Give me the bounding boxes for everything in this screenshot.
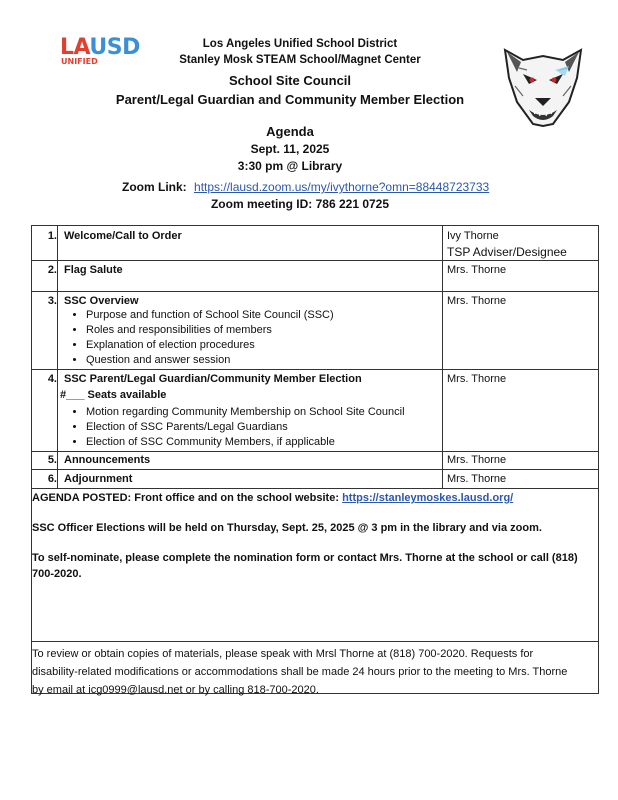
lausd-logo: LAUSD UNIFIED (60, 35, 140, 66)
agenda-item-bullets (66, 405, 405, 450)
council-title: School Site Council (228, 73, 352, 88)
agenda-item-presenter: Mrs. Thorne (447, 473, 507, 485)
zoom-link[interactable]: https://lausd.zoom.us/my/ivythorne?omn=88448723733 (194, 180, 490, 194)
list-item: • Election of SSC Community Members, if applicable (86, 435, 405, 450)
list-item: • Purpose and function of School Site Council (SSC) (86, 308, 334, 323)
agenda-item-title: Adjournment (64, 473, 133, 485)
table-divider (31, 451, 599, 452)
meeting-date: Sept. 11, 2025 (250, 142, 330, 156)
table-divider (31, 369, 599, 370)
agenda-item-title: Announcements (64, 454, 151, 466)
zoom-link-label: Zoom Link: (122, 180, 187, 194)
agenda-item-presenter: Mrs. Thorne (447, 373, 507, 385)
table-divider (31, 469, 599, 470)
agenda-posted-label: AGENDA POSTED: Front office and on the school website: (32, 492, 339, 504)
school-website-link[interactable]: https://stanleymoskes.lausd.org/ (342, 492, 514, 504)
accommodations-line1: To review or obtain copies of materials, please speak with Mrsl Thorne at (818) 700-2020. Requests for (32, 648, 534, 660)
table-divider (31, 488, 599, 489)
table-divider (442, 225, 443, 488)
election-title: Parent/Legal Guardian and Community Member Election (115, 92, 465, 107)
accommodations-line2: disability-related modifications or accommodations shall be made 24 hours prior to the meeting to Mrs. Thorne (32, 666, 568, 678)
agenda-item-number: 6. (47, 473, 57, 485)
agenda-item-title: Flag Salute (64, 264, 123, 276)
agenda-item-title: Welcome/Call to Order (64, 230, 182, 242)
agenda-posted-line (32, 492, 513, 504)
table-divider (31, 291, 599, 292)
school-name: Stanley Mosk STEAM School/Magnet Center (179, 54, 421, 66)
table-divider (57, 225, 58, 488)
agenda-item-title: SSC Overview (64, 295, 139, 307)
agenda-item-title: SSC Parent/Legal Guardian/Community Member Election (64, 373, 362, 385)
self-nominate-note-line1: To self-nominate, please complete the nomination form or contact Mrs. Thorne at the school or call (818) (32, 552, 578, 564)
agenda-item-presenter: Mrs. Thorne (447, 264, 507, 276)
meeting-time-place: 3:30 pm @ Library (237, 159, 343, 173)
agenda-item-number: 2. (47, 264, 57, 276)
district-name: Los Angeles Unified School District (202, 38, 398, 50)
agenda-item-bullets (66, 308, 334, 368)
agenda-item-presenter: Ivy Thorne (447, 230, 499, 242)
table-divider (31, 641, 599, 642)
zoom-link-line (122, 180, 489, 194)
agenda-item-presenter: Mrs. Thorne (447, 295, 507, 307)
agenda-item-number: 3. (47, 295, 57, 307)
agenda-item-subtitle: #___ Seats available (60, 389, 167, 401)
list-item: • Roles and responsibilities of members (86, 323, 334, 338)
agenda-heading: Agenda (266, 124, 314, 139)
agenda-item-number: 4. (47, 373, 57, 385)
self-nominate-note-line2: 700-2020. (32, 568, 82, 580)
agenda-item-presenter: Mrs. Thorne (447, 454, 507, 466)
agenda-item-number: 1. (47, 230, 57, 242)
zoom-meeting-id: Zoom meeting ID: 786 221 0725 (210, 197, 390, 211)
accommodations-line3: by email at icg0999@lausd.net or by calling 818-700-2020. (32, 684, 319, 696)
list-item: • Question and answer session (86, 353, 334, 368)
accommodations-note (32, 645, 598, 699)
agenda-item-number: 5. (47, 454, 57, 466)
agenda-item-presenter-role: TSP Adviser/Designee (447, 245, 567, 259)
list-item: • Election of SSC Parents/Legal Guardians (86, 420, 405, 435)
list-item: • Explanation of election procedures (86, 338, 334, 353)
table-divider (31, 260, 599, 261)
officer-elections-note: SSC Officer Elections will be held on Thursday, Sept. 25, 2025 @ 3 pm in the library and via zoom. (32, 522, 542, 534)
list-item: • Motion regarding Community Membership on School Site Council (86, 405, 405, 420)
